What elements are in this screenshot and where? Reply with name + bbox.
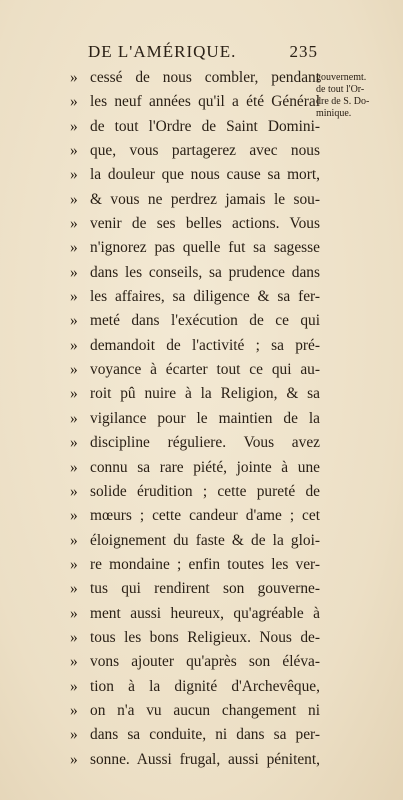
quote-mark: » (70, 507, 78, 525)
quote-mark: » (70, 215, 78, 233)
quote-mark: » (70, 117, 78, 135)
quote-mark: » (70, 677, 78, 695)
quote-mark: » (70, 263, 78, 281)
text-line (70, 456, 320, 480)
line-text: solide érudition ; cette pureté de (90, 482, 320, 500)
quote-mark: » (70, 531, 78, 549)
line-text: n'ignorez pas quelle fut sa sagesse (90, 239, 320, 257)
quote-mark: » (70, 312, 78, 330)
line-text: vigilance pour le maintien de la (90, 409, 320, 427)
text-line (70, 650, 320, 674)
quote-mark: » (70, 726, 78, 744)
quote-mark: » (70, 580, 78, 598)
quote-mark: » (70, 482, 78, 500)
page-number: 235 (289, 42, 318, 61)
text-line (70, 382, 320, 406)
margin-note (316, 72, 400, 120)
text-line (70, 163, 320, 187)
text-line (70, 66, 320, 90)
line-text: tion à la dignité d'Archevêque, (90, 677, 320, 695)
text-line (70, 115, 320, 139)
text-line (70, 358, 320, 382)
text-line (70, 90, 320, 114)
line-text: éloignement du faste & de la gloi- (90, 531, 320, 549)
quote-mark: » (70, 555, 78, 573)
quote-mark: » (70, 604, 78, 622)
quote-mark: » (70, 653, 78, 671)
line-text: la douleur que nous cause sa mort, (90, 166, 320, 184)
line-text: vons ajouter qu'après son éléva- (90, 653, 320, 671)
text-line (70, 626, 320, 650)
quote-mark: » (70, 93, 78, 111)
text-line (70, 236, 320, 260)
margin-note-line: minique. (316, 108, 352, 119)
quote-mark: » (70, 336, 78, 354)
text-line (70, 748, 320, 772)
line-text: & vous ne perdrez jamais le sou- (90, 190, 320, 208)
line-text: venir de ses belles actions. Vous (90, 215, 320, 233)
text-line (70, 334, 320, 358)
line-text: tus qui rendirent son gouverne- (90, 580, 320, 598)
text-line (70, 675, 320, 699)
body-text (70, 66, 320, 772)
text-line (70, 602, 320, 626)
quote-mark: » (70, 409, 78, 427)
line-text: dans sa conduite, ni dans sa per- (90, 726, 320, 744)
text-line (70, 577, 320, 601)
text-line (70, 529, 320, 553)
text-line (70, 480, 320, 504)
quote-mark: » (70, 628, 78, 646)
quote-mark: » (70, 750, 78, 768)
text-line (70, 309, 320, 333)
line-text: ment aussi heureux, qu'agréable à (90, 604, 320, 622)
text-line (70, 723, 320, 747)
line-text: re mondaine ; enfin toutes les ver- (90, 555, 320, 573)
line-text: les neuf années qu'il a été Général (90, 93, 320, 111)
margin-note-line: gouvernemt. (316, 72, 367, 83)
line-text: tous les bons Religieux. Nous de- (90, 628, 320, 646)
text-line (70, 212, 320, 236)
text-line (70, 553, 320, 577)
line-text: dans les conseils, sa prudence dans (90, 263, 320, 281)
line-text: demandoit de l'activité ; sa pré- (90, 336, 320, 354)
line-text: on n'a vu aucun changement ni (90, 701, 320, 719)
text-line (70, 699, 320, 723)
text-line (70, 188, 320, 212)
line-text: roit pû nuire à la Religion, & sa (90, 385, 320, 403)
line-text: connu sa rare piété, jointe à une (90, 458, 320, 476)
line-text: discipline réguliere. Vous avez (90, 434, 320, 452)
quote-mark: » (70, 701, 78, 719)
quote-mark: » (70, 361, 78, 379)
quote-mark: » (70, 458, 78, 476)
margin-note-line: de tout l'Or- (316, 84, 365, 95)
margin-note-line: dre de S. Do- (316, 96, 370, 107)
line-text: de tout l'Ordre de Saint Domini- (90, 117, 320, 135)
page-header (88, 42, 318, 62)
text-line (70, 139, 320, 163)
line-text: mœurs ; cette candeur d'ame ; cet (90, 507, 320, 525)
line-text: cessé de nous combler, pendant (90, 69, 320, 86)
quote-mark: » (70, 190, 78, 208)
quote-mark: » (70, 166, 78, 184)
line-text: meté dans l'exécution de ce qui (90, 312, 320, 330)
running-title: DE L'AMÉRIQUE. (88, 42, 237, 61)
quote-mark: » (70, 69, 78, 86)
quote-mark: » (70, 288, 78, 306)
text-line (70, 407, 320, 431)
text-line (70, 431, 320, 455)
line-text: que, vous partagerez avec nous (90, 142, 320, 160)
quote-mark: » (70, 434, 78, 452)
line-text: les affaires, sa diligence & sa fer- (90, 288, 320, 306)
text-line (70, 504, 320, 528)
line-text: voyance à écarter tout ce qui au- (90, 361, 320, 379)
quote-mark: » (70, 385, 78, 403)
text-line (70, 285, 320, 309)
quote-mark: » (70, 142, 78, 160)
text-line (70, 261, 320, 285)
line-text: sonne. Aussi frugal, aussi pénitent, (90, 750, 320, 768)
quote-mark: » (70, 239, 78, 257)
